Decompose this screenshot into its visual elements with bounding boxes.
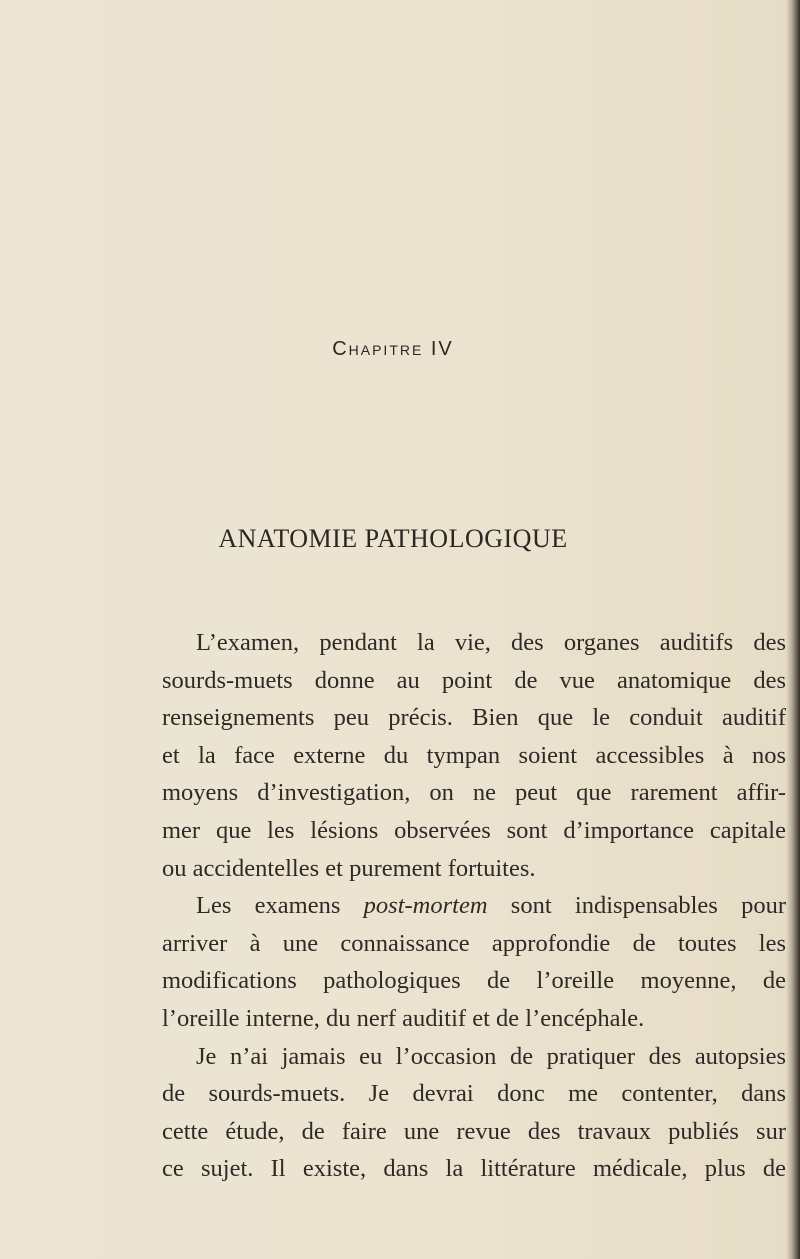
- text-line: modifications pathologiques de l’oreille moyenne, de: [162, 967, 786, 995]
- text-line: moyens d’investigation, on ne peut que rarement affir-: [162, 779, 786, 807]
- text-line: sourds-muets donne au point de vue anatomique des: [162, 666, 786, 694]
- body-text: [162, 624, 786, 1188]
- chapter-heading: Chapitre IV: [332, 338, 454, 360]
- text-segment: sont indispensables pour: [487, 892, 786, 920]
- text-line: ce sujet. Il existe, dans la littérature médicale, plus de: [162, 1155, 786, 1183]
- text-line: cette étude, de faire une revue des travaux publiés sur: [162, 1117, 786, 1145]
- text-line: renseignements peu précis. Bien que le conduit auditif: [162, 704, 786, 732]
- chapter-title: ANATOMIE PATHOLOGIQUE: [218, 524, 568, 553]
- page-edge-shadow: [786, 0, 800, 1259]
- text-line: [162, 887, 786, 925]
- text-line: L’examen, pendant la vie, des organes auditifs des: [196, 629, 786, 656]
- text-line: l’oreille interne, du nerf auditif et de l’encéphale.: [162, 1004, 645, 1032]
- text-line: ou accidentelles et purement fortuites.: [162, 854, 536, 882]
- text-line: de sourds-muets. Je devrai donc me contenter, dans: [162, 1080, 786, 1108]
- text-line: Je n’ai jamais eu l’occasion de pratiquer des autopsies: [196, 1042, 786, 1070]
- text-segment: Les examens: [196, 892, 364, 920]
- text-line: mer que les lésions observées sont d’importance capitale: [162, 816, 786, 844]
- italic-term: post-mortem: [363, 892, 488, 920]
- text-line: arriver à une connaissance approfondie de toutes les: [162, 929, 786, 957]
- text-line: et la face externe du tympan soient accessibles à nos: [162, 741, 786, 769]
